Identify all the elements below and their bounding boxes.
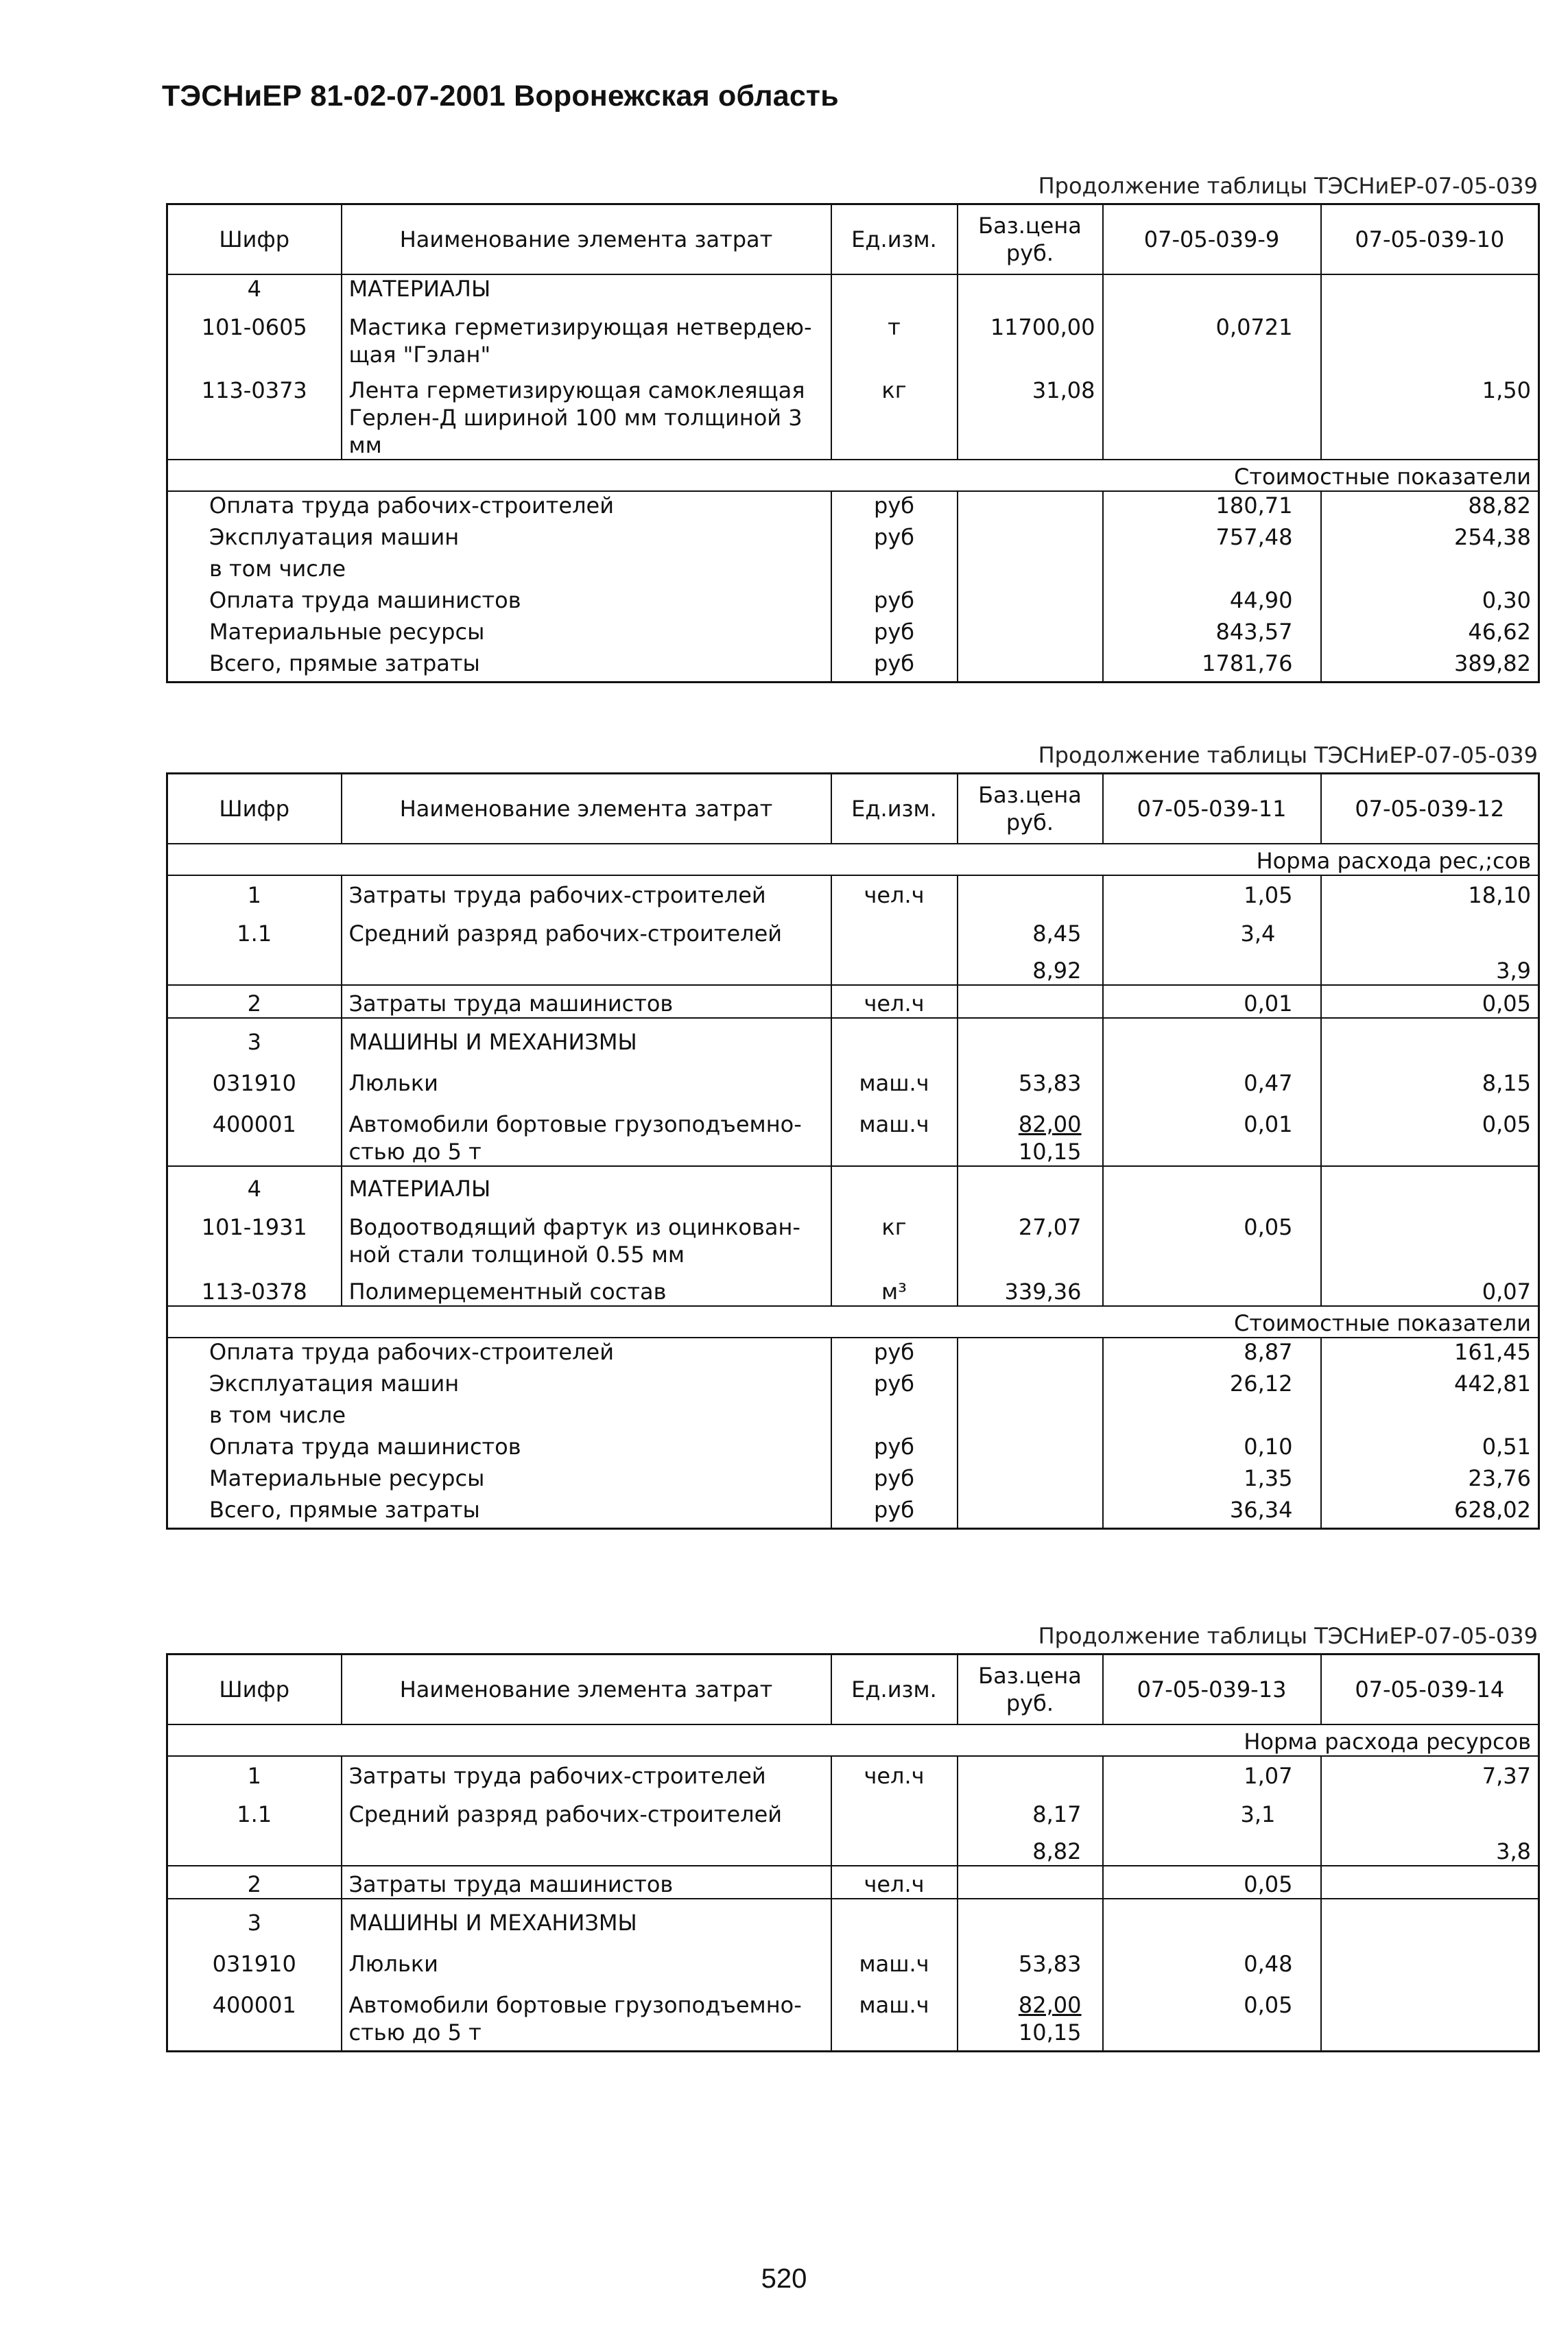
table-row: 1 Затраты труда рабочих-строителей чел.ч 1,05 18,10 [167, 875, 1539, 909]
section-row: 4 МАТЕРИАЛЫ [167, 274, 1539, 313]
section-row: 3 МАШИНЫ И МЕХАНИЗМЫ [167, 1018, 1539, 1056]
continuation-label: Продолжение таблицы ТЭСНиЕР-07-05-039 [1038, 173, 1538, 199]
col-unit-header: Ед.изм. [831, 204, 958, 275]
table-row: 101-1931 Водоотводящий фартук из оцинкован- ной стали толщиной 0.55 мм кг 27,07 0,05 [167, 1202, 1539, 1268]
cost-row: в том числе [167, 1401, 1539, 1433]
cost-row: Материальные ресурсы руб 843,57 46,62 [167, 618, 1539, 650]
section-row: 4 МАТЕРИАЛЫ [167, 1166, 1539, 1202]
table-row: 400001 Автомобили бортовые грузоподъемно- стью до 5 т маш.ч 82,00 10,15 0,05 [167, 1978, 1539, 2052]
norm-header-row: Норма расхода ресурсов [167, 1724, 1539, 1756]
cost-rows [167, 1338, 1539, 1529]
norm-table-1 [166, 203, 1540, 683]
table-row: 113-0378 Полимерцементный состав м³ 339,36 0,07 [167, 1268, 1539, 1306]
cost-header-row: Стоимостные показатели [167, 1306, 1539, 1338]
col-code-header: Шифр [167, 204, 342, 275]
table-row: 031910 Люльки маш.ч 53,83 0,48 [167, 1936, 1539, 1978]
cost-row: Материальные ресурсы руб 1,35 23,76 [167, 1464, 1539, 1496]
cost-row: Всего, прямые затраты руб 1781,76 389,82 [167, 650, 1539, 683]
norm-table-3 [166, 1653, 1540, 2052]
cost-rows [167, 491, 1539, 683]
cost-row: Оплата труда рабочих-строителей руб 180,71 88,82 [167, 491, 1539, 523]
table-header-row: Шифр Наименование элемента затрат Ед.изм. Баз.цена руб. 07-05-039-11 07-05-039-12 [167, 774, 1539, 844]
cost-row: Оплата труда рабочих-строителей руб 8,87 161,45 [167, 1338, 1539, 1370]
col-price-header: Баз.цена руб. [958, 204, 1103, 275]
col-name-header: Наименование элемента затрат [342, 204, 831, 275]
table-row: 031910 Люльки маш.ч 53,83 0,47 8,15 [167, 1056, 1539, 1097]
cost-row: Эксплуатация машин руб 757,48 254,38 [167, 523, 1539, 555]
table-row: 113-0373 Лента герметизирующая самоклеящая Герлен-Д шириной 100 мм толщиной 3 мм кг 31,08 1,50 [167, 368, 1539, 460]
norm-header-row: Норма расхода рес,;сов [167, 844, 1539, 875]
cost-row: Всего, прямые затраты руб 36,34 628,02 [167, 1496, 1539, 1529]
cost-row: Оплата труда машинистов руб 0,10 0,51 [167, 1433, 1539, 1464]
cost-header-row: Стоимостные показатели [167, 460, 1539, 491]
cost-row: в том числе [167, 555, 1539, 586]
continuation-label: Продолжение таблицы ТЭСНиЕР-07-05-039 [1038, 1623, 1538, 1649]
table-header-row [167, 204, 1539, 275]
table-row: 2 Затраты труда машинистов чел.ч 0,01 0,05 [167, 985, 1539, 1018]
table-row: 400001 Автомобили бортовые грузоподъемно- стью до 5 т маш.ч 82,00 10,15 0,01 0,05 [167, 1097, 1539, 1166]
table-row: 1.1 Средний разряд рабочих-строителей 8,45 8,92 3,4 3,9 [167, 909, 1539, 985]
table-row: 1 Затраты труда рабочих-строителей чел.ч 1,07 7,37 [167, 1756, 1539, 1790]
table-row: 1.1 Средний разряд рабочих-строителей 8,17 8,82 3,1 3,8 [167, 1790, 1539, 1866]
table-row: 2 Затраты труда машинистов чел.ч 0,05 [167, 1866, 1539, 1899]
continuation-label: Продолжение таблицы ТЭСНиЕР-07-05-039 [1038, 742, 1538, 768]
section-row: 3 МАШИНЫ И МЕХАНИЗМЫ [167, 1899, 1539, 1936]
page-number: 520 [761, 2264, 807, 2294]
norm-table-2 [166, 772, 1540, 1530]
table-header-row: Шифр Наименование элемента затрат Ед.изм. Баз.цена руб. 07-05-039-13 07-05-039-14 [167, 1655, 1539, 1725]
col-a-header: 07-05-039-9 [1103, 204, 1321, 275]
cost-row: Эксплуатация машин руб 26,12 442,81 [167, 1370, 1539, 1401]
col-b-header: 07-05-039-10 [1321, 204, 1539, 275]
cost-row: Оплата труда машинистов руб 44,90 0,30 [167, 586, 1539, 618]
page-title: ТЭСНиЕР 81-02-07-2001 Воронежская область [162, 80, 839, 112]
table-row: 101-0605 Мастика герметизирующая нетвердею- щая "Гэлан" т 11700,00 0,0721 [167, 313, 1539, 368]
